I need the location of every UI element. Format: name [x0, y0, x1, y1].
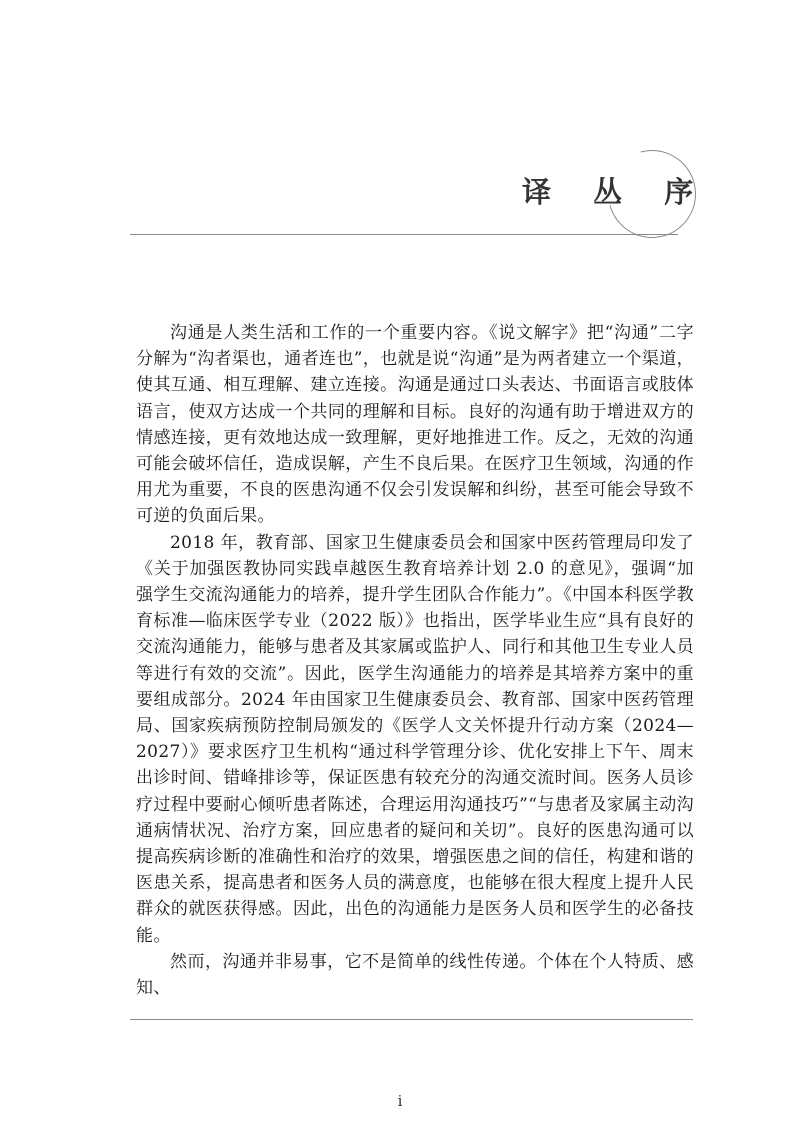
- footer-divider: [130, 1019, 693, 1020]
- page-number: i: [397, 1092, 403, 1110]
- body-text: [136, 320, 694, 1001]
- header-divider: [130, 234, 678, 235]
- paragraph-3: 然而，沟通并非易事，它不是简单的线性传递。个体在个人特质、感知、: [136, 951, 694, 999]
- paragraph-2: 2018 年，教育部、国家卫生健康委员会和国家中医药管理局印发了《关于加强医教协同实践卓越医生教育培养计划 2.0 的意见》，强调“加强学生交流沟通能力的培养，提升学生团队合作能力”。《中国本科医学教育标准—临床医学专业（2022 版）》也指出，医学毕业生应“具有良好的交流沟通能力，能够与患者及其家属或监护人、同行和其他卫生专业人员等进行有效的交流”。因此，医学生沟通能力的培养是其培养方案中的重要组成部分。2024 年由国家卫生健康委员会、教育部、国家中医药管理局、国家疾病预防控制局颁发的《医学人文关怀提升行动方案（2024—2027）》要求医疗卫生机构“通过科学管理分诊、优化安排上下午、周末出诊时间、错峰排诊等，保证医患有较充分的沟通交流时间。医务人员诊疗过程中要耐心倾听患者陈述，合理运用沟通技巧”“与患者及家属主动沟通病情状况、治疗方案，回应患者的疑问和关切”。良好的医患沟通可以提高疾病诊断的准确性和治疗的效果，增强医患之间的信任，构建和谐的医患关系，提高患者和医务人员的满意度，也能够在很大程度上提升人民群众的就医获得感。因此，出色的沟通能力是医务人员和医学生的必备技能。: [136, 532, 694, 946]
- paragraph-1: 沟通是人类生活和工作的一个重要内容。《说文解字》把“沟通”二字分解为“沟者渠也，通者连也”，也就是说“沟通”是为两者建立一个渠道，使其互通、相互理解、建立连接。沟通是通过口头表达、书面语言或肢体语言，使双方达成一个共同的理解和目标。良好的沟通有助于增进双方的情感连接，更有效地达成一致理解，更好地推进工作。反之，无效的沟通可能会破坏信任，造成误解，产生不良后果。在医疗卫生领域，沟通的作用尤为重要，不良的医患沟通不仅会引发误解和纠纷，甚至可能会导致不可逆的负面后果。: [136, 323, 694, 527]
- page-title: 译 丛 序: [522, 175, 710, 209]
